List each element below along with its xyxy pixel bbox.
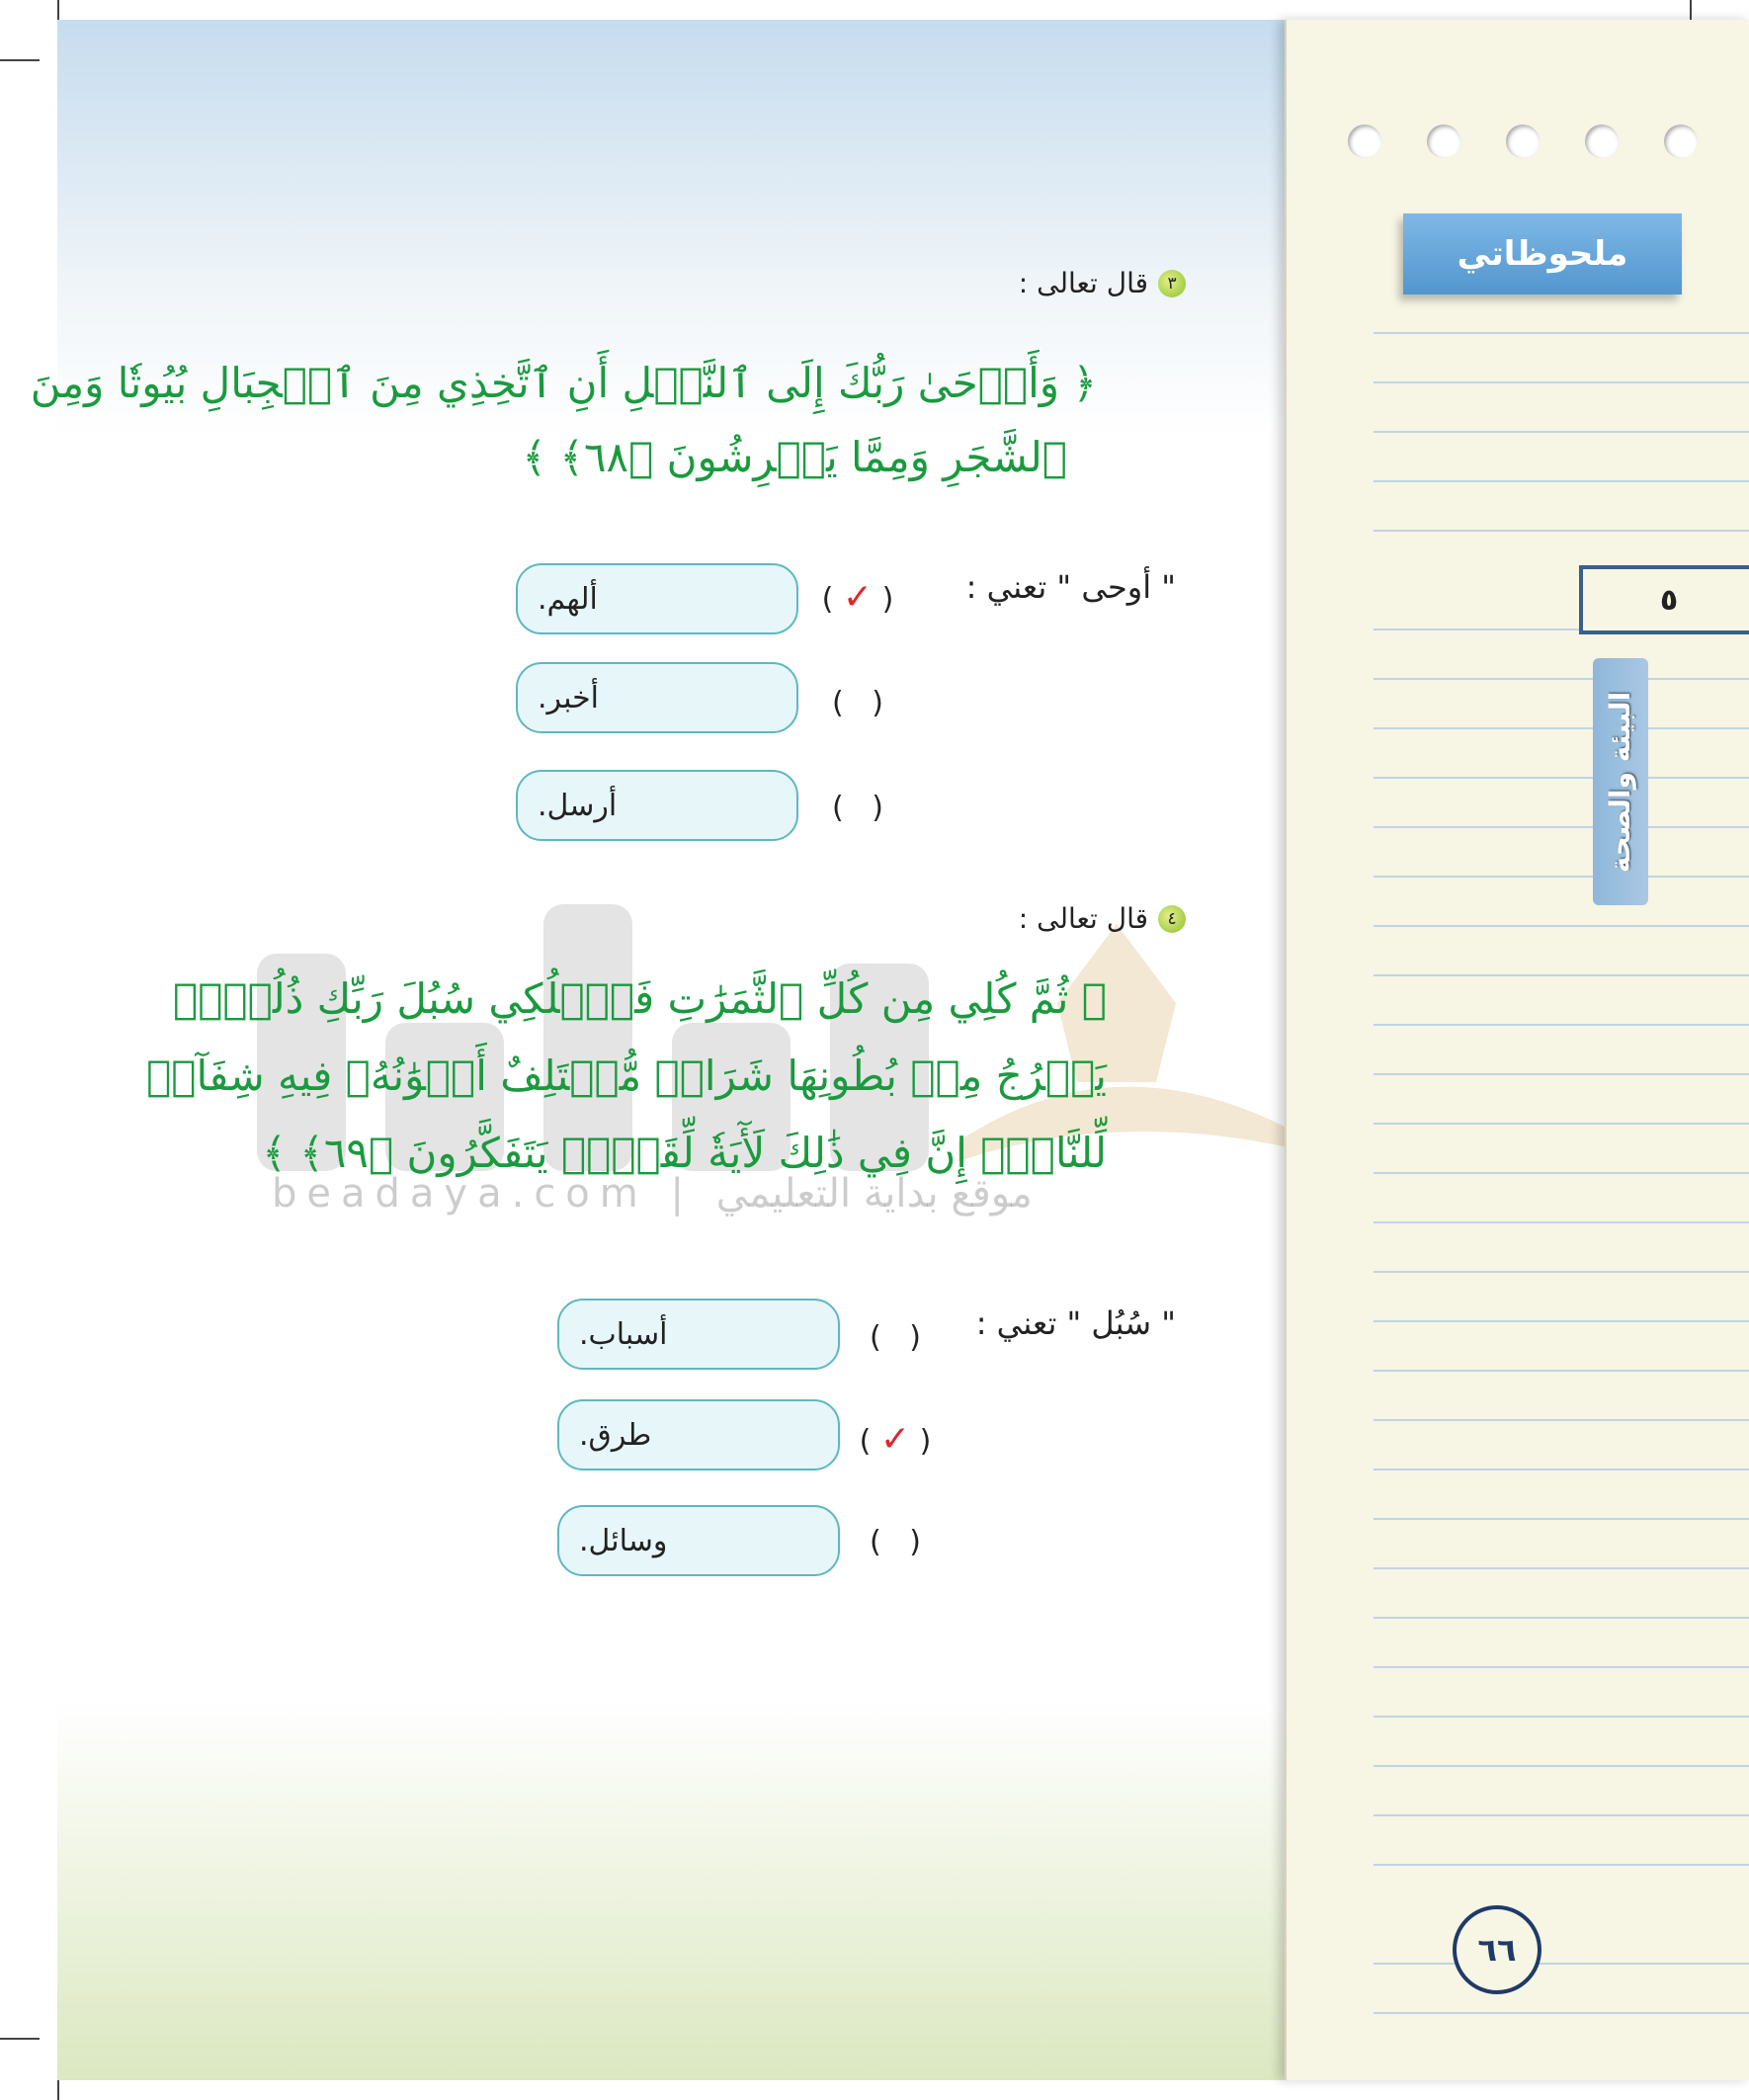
note-line (1374, 1814, 1749, 1816)
q4-heading (1019, 902, 1186, 935)
note-line (1374, 480, 1749, 482)
note-line (1374, 727, 1749, 729)
q3-choice-2[interactable]: أخبر. (516, 662, 798, 733)
note-line (1374, 1271, 1749, 1273)
q4-choice-3-paren[interactable]: ( ) (869, 1525, 922, 1559)
note-line (1374, 1123, 1749, 1125)
q3-choice-3[interactable]: أرسل. (516, 770, 798, 841)
note-line (1374, 530, 1749, 532)
crop-mark (57, 0, 59, 20)
q4-choice-2[interactable]: طرق. (557, 1399, 840, 1470)
q3-intro: قال تعالى : (1018, 267, 1148, 299)
q3-number-badge: ٣ (1158, 270, 1186, 297)
q4-number-badge: ٤ (1158, 905, 1186, 933)
q3-heading (1019, 267, 1186, 299)
note-line (1374, 1024, 1749, 1026)
unit-title: البيئة والصحة (1604, 691, 1637, 873)
note-line (1374, 777, 1749, 779)
note-line (1374, 1172, 1749, 1174)
note-line (1374, 1221, 1749, 1223)
checkmark-icon: ✓ (879, 1419, 911, 1460)
note-line (1374, 1617, 1749, 1619)
q3-ayah-line-2: ٱلشَّجَرِ وَمِمَّا يَعۡرِشُونَ ﴿٦٨﴾ ﴾ (522, 433, 1067, 481)
q3-meaning-label: " أوحى " تعني : (965, 568, 1176, 606)
note-line (1374, 1765, 1749, 1767)
note-line (1374, 1320, 1749, 1322)
note-line (1374, 1666, 1749, 1668)
note-line (1374, 1518, 1749, 1520)
note-line (1374, 1073, 1749, 1075)
note-line (1374, 1864, 1749, 1866)
q4-choice-2-paren[interactable]: ( ✓ ) (859, 1419, 932, 1460)
q3-choice-3-paren[interactable]: ( ) (831, 791, 884, 825)
binder-hole (1585, 125, 1619, 158)
note-line (1374, 1963, 1749, 1965)
watermark-text: beadaya.com | موقع بداية التعليمي (272, 1171, 1033, 1217)
note-line (1374, 332, 1749, 334)
crop-mark (0, 2038, 40, 2040)
binder-hole (1348, 125, 1381, 158)
note-line (1374, 1567, 1749, 1569)
note-line (1374, 431, 1749, 433)
q4-meaning-label: " سُبُل " تعني : (975, 1304, 1176, 1342)
unit-number: ٥ (1579, 565, 1749, 634)
q4-choice-3[interactable]: وسائل. (557, 1505, 840, 1576)
note-line (1374, 974, 1749, 976)
note-line (1374, 1419, 1749, 1421)
crop-mark (0, 59, 40, 61)
q4-intro: قال تعالى : (1018, 902, 1148, 935)
q4-choice-1-paren[interactable]: ( ) (869, 1320, 922, 1355)
binder-hole (1427, 125, 1460, 158)
q3-choice-1-paren[interactable]: ( ✓ ) (821, 577, 894, 618)
note-line (1374, 925, 1749, 927)
note-line (1374, 381, 1749, 383)
q4-ayah-line-3: لِّلنَّاسِۚ إِنَّ فِي ذَٰلِكَ لَأٓيَةٗ لِّقَوۡمٖ يَتَفَكَّرُونَ ﴿٦٩﴾ ﴾ (262, 1129, 1107, 1177)
note-line (1374, 826, 1749, 828)
notes-title: ملحوظاتي (1403, 213, 1682, 294)
unit-title-tab (1593, 658, 1648, 905)
q4-ayah-line-1: ﴿ ثُمَّ كُلِي مِن كُلِّ ٱلثَّمَرَٰتِ فَٱسۡلُكِي سُبُلَ رَبِّكِ ذُلُلٗاۚ (173, 974, 1107, 1023)
note-line (1374, 1370, 1749, 1372)
page-number: ٦٦ (1453, 1905, 1541, 1994)
note-line (1374, 876, 1749, 878)
q4-ayah-line-2: يَخۡرُجُ مِنۢ بُطُونِهَا شَرَابٞ مُّخۡتَلِفٌ أَلۡوَٰنُهُۥ فِيهِ شِفَآءٞ (146, 1051, 1107, 1100)
notes-panel (1285, 20, 1749, 2080)
q3-choice-2-paren[interactable]: ( ) (831, 686, 884, 720)
q3-choice-1[interactable]: ألهم. (516, 563, 798, 634)
crop-mark (57, 2080, 59, 2100)
note-line (1374, 678, 1749, 680)
note-line (1374, 2012, 1749, 2014)
binder-hole (1506, 125, 1540, 158)
checkmark-icon: ✓ (842, 577, 874, 618)
q3-ayah-line-1: ﴿ وَأَوۡحَىٰ رَبُّكَ إِلَى ٱلنَّحۡلِ أَنِ ٱتَّخِذِي مِنَ ٱلۡجِبَالِ بُيُوتٗا وَمِنَ (30, 359, 1097, 407)
q4-choice-1[interactable]: أسباب. (557, 1299, 840, 1370)
note-line (1374, 1716, 1749, 1718)
note-line (1374, 1469, 1749, 1470)
binder-hole (1664, 125, 1698, 158)
